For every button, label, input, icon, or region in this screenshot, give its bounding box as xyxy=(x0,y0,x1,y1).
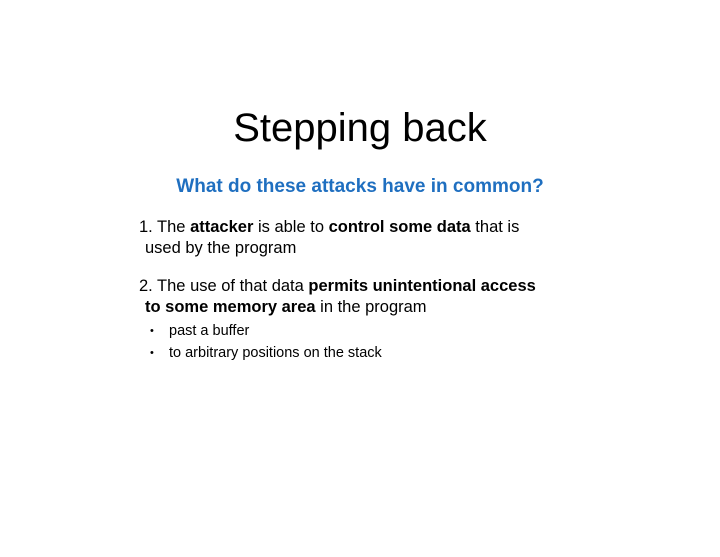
slide-subtitle: What do these attacks have in common? xyxy=(176,176,544,197)
list-item xyxy=(150,320,382,342)
point-2 xyxy=(139,276,609,318)
point-1-bold-attacker: attacker xyxy=(190,218,254,236)
bullet-text: past a buffer xyxy=(169,323,250,339)
point-1 xyxy=(139,217,609,259)
point-1-line2: used by the program xyxy=(145,239,297,257)
sub-bullet-list xyxy=(150,320,382,364)
point-2-prefix: 2. The use of that data xyxy=(139,277,309,295)
point-1-bold-control: control some data xyxy=(328,218,471,236)
bullet-dot-icon: • xyxy=(150,347,154,359)
point-1-suffix: that is xyxy=(470,218,520,236)
point-2-bold-permits: permits unintentional access xyxy=(308,277,536,295)
list-item xyxy=(150,342,382,364)
slide-title: Stepping back xyxy=(233,106,487,150)
bullet-text: to arbitrary positions on the stack xyxy=(169,345,382,361)
point-2-line2 xyxy=(139,297,609,318)
point-1-mid: is able to xyxy=(253,218,329,236)
point-2-suffix: in the program xyxy=(315,298,427,316)
point-1-prefix: 1. The xyxy=(139,218,191,236)
bullet-dot-icon: • xyxy=(150,325,154,337)
point-2-bold-memory: to some memory area xyxy=(145,298,316,316)
